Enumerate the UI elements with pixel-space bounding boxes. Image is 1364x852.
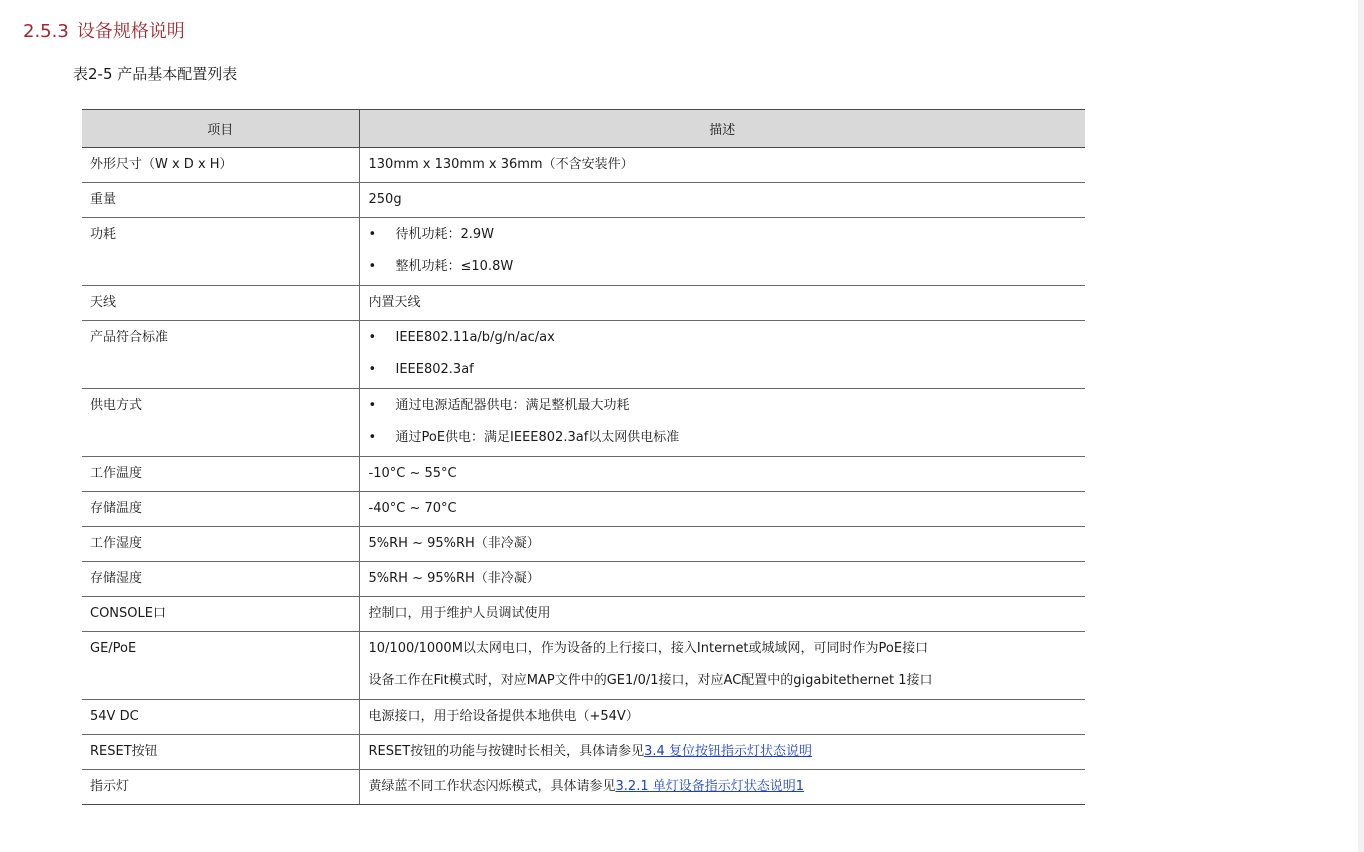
row-desc: 内置天线 bbox=[359, 286, 1085, 321]
row-item: 供电方式 bbox=[82, 389, 359, 457]
row-desc bbox=[359, 389, 1085, 457]
bullet-list bbox=[369, 329, 1078, 383]
bullet-text: 整机功耗：≤10.8W bbox=[395, 259, 514, 274]
bullet-glyph: • bbox=[368, 362, 377, 377]
bullet-glyph: • bbox=[368, 259, 377, 274]
bullet-list bbox=[369, 226, 1078, 280]
row-item: 外形尺寸（W x D x H） bbox=[82, 148, 359, 183]
bullet-text: IEEE802.3af bbox=[395, 362, 474, 377]
bullet-item bbox=[369, 329, 1078, 361]
bullet-item bbox=[369, 361, 1078, 383]
section-heading bbox=[23, 17, 185, 43]
row-item: 54V DC bbox=[82, 700, 359, 735]
row-desc bbox=[359, 770, 1085, 805]
bullet-glyph: • bbox=[368, 398, 377, 413]
row-item: RESET按钮 bbox=[82, 735, 359, 770]
table-row bbox=[82, 562, 1085, 597]
bullet-glyph: • bbox=[368, 430, 377, 445]
desc-line: 设备工作在Fit模式时，对应MAP文件中的GE1/0/1接口，对应AC配置中的gigabitethernet 1接口 bbox=[368, 673, 933, 688]
spec-table bbox=[82, 109, 1085, 805]
table-row bbox=[82, 286, 1085, 321]
indicator-reference-link[interactable]: 3.2.1 单灯设备指示灯状态说明1 bbox=[615, 779, 804, 794]
table-row bbox=[82, 735, 1085, 770]
header-desc: 描述 bbox=[359, 110, 1085, 148]
row-desc bbox=[359, 735, 1085, 770]
row-desc: 5%RH ~ 95%RH（非冷凝） bbox=[359, 527, 1085, 562]
bullet-item bbox=[369, 258, 1078, 280]
row-item: 功耗 bbox=[82, 218, 359, 286]
row-desc: 控制口，用于维护人员调试使用 bbox=[359, 597, 1085, 632]
table-row bbox=[82, 700, 1085, 735]
row-desc: 250g bbox=[359, 183, 1085, 218]
row-item: 重量 bbox=[82, 183, 359, 218]
table-row bbox=[82, 527, 1085, 562]
row-item: 工作温度 bbox=[82, 457, 359, 492]
bullet-glyph: • bbox=[368, 227, 377, 242]
section-number: 2.5.3 bbox=[23, 21, 69, 42]
row-item: 工作湿度 bbox=[82, 527, 359, 562]
table-row bbox=[82, 770, 1085, 805]
row-desc bbox=[359, 321, 1085, 389]
bullet-text: 待机功耗：2.9W bbox=[395, 227, 495, 242]
table-row bbox=[82, 183, 1085, 218]
table-row bbox=[82, 492, 1085, 527]
row-desc: 5%RH ~ 95%RH（非冷凝） bbox=[359, 562, 1085, 597]
bullet-glyph: • bbox=[368, 330, 377, 345]
bullet-list bbox=[369, 397, 1078, 451]
row-desc: -40°C ~ 70°C bbox=[359, 492, 1085, 527]
row-item: 存储温度 bbox=[82, 492, 359, 527]
row-item: 产品符合标准 bbox=[82, 321, 359, 389]
row-item: 天线 bbox=[82, 286, 359, 321]
bullet-text: 通过PoE供电：满足IEEE802.3af以太网供电标准 bbox=[395, 430, 680, 445]
desc-text: RESET按钮的功能与按键时长相关，具体请参见 bbox=[368, 744, 645, 759]
desc-text: 黄绿蓝不同工作状态闪烁模式，具体请参见 bbox=[368, 779, 616, 794]
bullet-text: IEEE802.11a/b/g/n/ac/ax bbox=[395, 330, 555, 345]
row-desc: 130mm x 130mm x 36mm（不含安装件） bbox=[359, 148, 1085, 183]
table-header-row bbox=[82, 110, 1085, 148]
table-row bbox=[82, 632, 1085, 700]
row-desc: -10°C ~ 55°C bbox=[359, 457, 1085, 492]
row-item: 存储湿度 bbox=[82, 562, 359, 597]
section-title: 设备规格说明 bbox=[76, 21, 185, 42]
reset-led-reference-link[interactable]: 3.4 复位按钮指示灯状态说明 bbox=[644, 744, 812, 759]
row-item: GE/PoE bbox=[82, 632, 359, 700]
table-caption: 表2-5 产品基本配置列表 bbox=[73, 65, 238, 83]
table-row bbox=[82, 148, 1085, 183]
row-item: CONSOLE口 bbox=[82, 597, 359, 632]
bullet-item bbox=[369, 397, 1078, 429]
bullet-item bbox=[369, 429, 1078, 451]
table-row bbox=[82, 597, 1085, 632]
bullet-text: 通过电源适配器供电：满足整机最大功耗 bbox=[395, 398, 630, 413]
row-item: 指示灯 bbox=[82, 770, 359, 805]
table-row bbox=[82, 389, 1085, 457]
row-desc bbox=[359, 218, 1085, 286]
row-desc bbox=[359, 632, 1085, 700]
header-item: 项目 bbox=[82, 110, 359, 148]
table-row bbox=[82, 457, 1085, 492]
table-row bbox=[82, 321, 1085, 389]
row-desc: 电源接口，用于给设备提供本地供电（+54V） bbox=[359, 700, 1085, 735]
table-row bbox=[82, 218, 1085, 286]
scrollbar-track[interactable] bbox=[1358, 0, 1364, 852]
desc-line: 10/100/1000M以太网电口，作为设备的上行接口，接入Internet或城域网，可同时作为PoE接口 bbox=[368, 641, 929, 656]
bullet-item bbox=[369, 226, 1078, 258]
